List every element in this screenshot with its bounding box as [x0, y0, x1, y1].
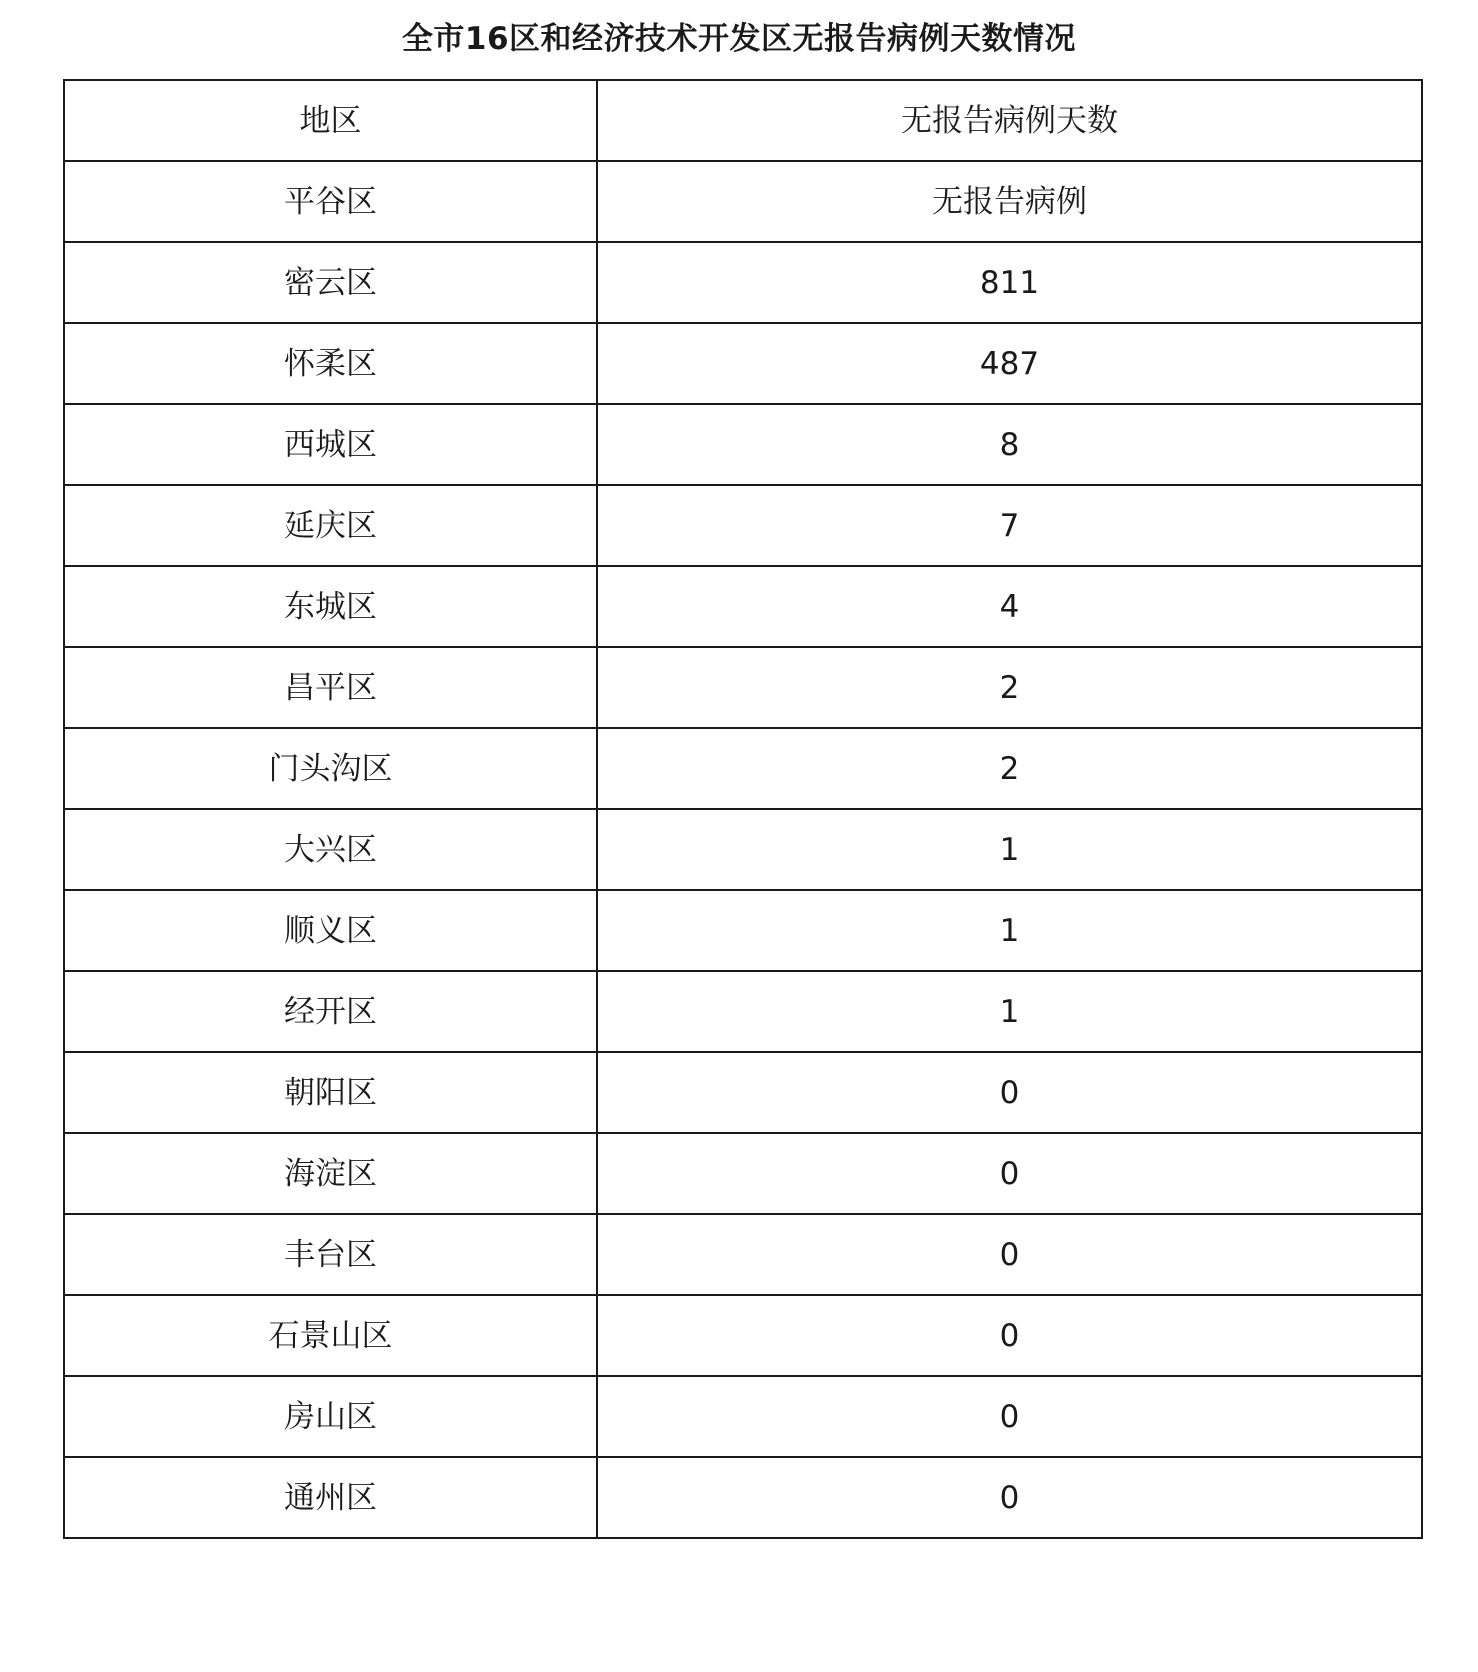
- days-cell: 2: [597, 647, 1422, 728]
- region-cell: 经开区: [64, 971, 597, 1052]
- days-cell: 0: [597, 1052, 1422, 1133]
- table-row: [64, 647, 1422, 728]
- table-row: [64, 161, 1422, 242]
- table-header-row: [64, 80, 1422, 161]
- region-cell: 大兴区: [64, 809, 597, 890]
- days-cell: 0: [597, 1295, 1422, 1376]
- days-cell: 0: [597, 1376, 1422, 1457]
- no-case-days-table: [63, 79, 1423, 1539]
- table-row: [64, 890, 1422, 971]
- region-cell: 通州区: [64, 1457, 597, 1538]
- table-row: [64, 1457, 1422, 1538]
- header-days: 无报告病例天数: [597, 80, 1422, 161]
- table-row: [64, 485, 1422, 566]
- region-cell: 丰台区: [64, 1214, 597, 1295]
- days-cell: 487: [597, 323, 1422, 404]
- table-row: [64, 323, 1422, 404]
- region-cell: 延庆区: [64, 485, 597, 566]
- region-cell: 怀柔区: [64, 323, 597, 404]
- table-row: [64, 1295, 1422, 1376]
- table-row: [64, 1052, 1422, 1133]
- table-row: [64, 566, 1422, 647]
- days-cell: 无报告病例: [597, 161, 1422, 242]
- region-cell: 西城区: [64, 404, 597, 485]
- days-cell: 0: [597, 1214, 1422, 1295]
- page-title: 全市16区和经济技术开发区无报告病例天数情况: [401, 21, 1077, 57]
- table-row: [64, 728, 1422, 809]
- table-row: [64, 242, 1422, 323]
- region-cell: 顺义区: [64, 890, 597, 971]
- region-cell: 朝阳区: [64, 1052, 597, 1133]
- days-cell: 2: [597, 728, 1422, 809]
- region-cell: 密云区: [64, 242, 597, 323]
- days-cell: 1: [597, 809, 1422, 890]
- region-cell: 海淀区: [64, 1133, 597, 1214]
- days-cell: 0: [597, 1133, 1422, 1214]
- table-row: [64, 1376, 1422, 1457]
- table-row: [64, 404, 1422, 485]
- days-cell: 7: [597, 485, 1422, 566]
- region-cell: 门头沟区: [64, 728, 597, 809]
- region-cell: 房山区: [64, 1376, 597, 1457]
- region-cell: 昌平区: [64, 647, 597, 728]
- days-cell: 8: [597, 404, 1422, 485]
- days-cell: 4: [597, 566, 1422, 647]
- header-region: 地区: [64, 80, 597, 161]
- table-row: [64, 809, 1422, 890]
- days-cell: 1: [597, 890, 1422, 971]
- days-cell: 1: [597, 971, 1422, 1052]
- region-cell: 平谷区: [64, 161, 597, 242]
- table-row: [64, 971, 1422, 1052]
- table-row: [64, 1214, 1422, 1295]
- days-cell: 0: [597, 1457, 1422, 1538]
- table-row: [64, 1133, 1422, 1214]
- region-cell: 石景山区: [64, 1295, 597, 1376]
- region-cell: 东城区: [64, 566, 597, 647]
- days-cell: 811: [597, 242, 1422, 323]
